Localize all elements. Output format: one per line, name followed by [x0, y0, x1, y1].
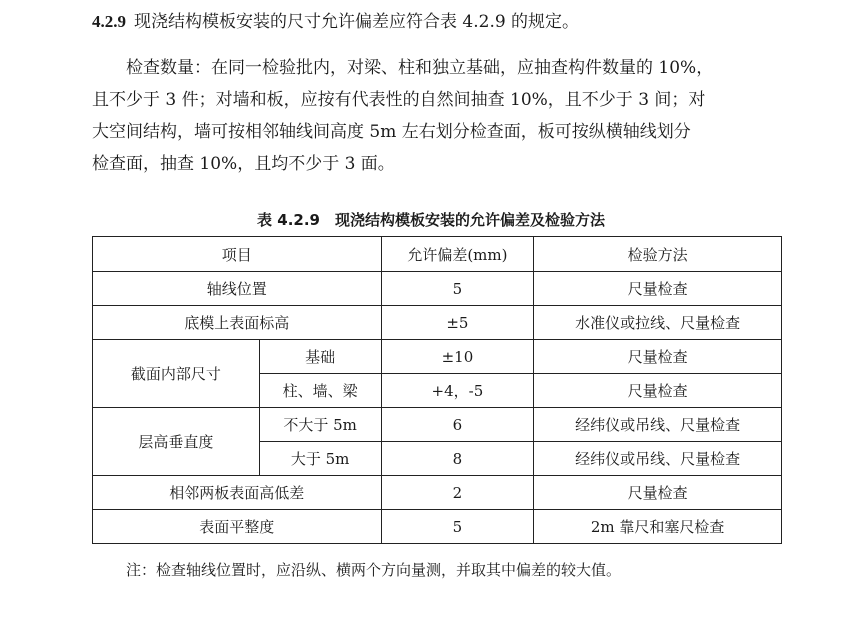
section-heading: [92, 10, 579, 34]
row-method: 水准仪或拉线、尺量检查: [534, 306, 782, 340]
row-tolerance: +4，-5: [381, 374, 534, 408]
row-tolerance: 6: [381, 408, 534, 442]
paragraph-line: 且不少于 3 件；对墙和板，应按有代表性的自然间抽查 10%，且不少于 3 间；对: [92, 90, 706, 110]
row-subitem: 基础: [259, 340, 381, 374]
row-item: 相邻两板表面高低差: [93, 476, 382, 510]
row-tolerance: 5: [381, 510, 534, 544]
section-heading-text: 现浇结构模板安装的尺寸允许偏差应符合表 4.2.9 的规定。: [134, 12, 580, 32]
row-tolerance: 2: [381, 476, 534, 510]
table-row: [93, 510, 782, 544]
table-header-row: [93, 237, 782, 272]
table-row: [93, 272, 782, 306]
section-number: 4.2.9: [92, 12, 126, 31]
table-row: [93, 476, 782, 510]
paragraph-line: 检查面，抽查 10%，且均不少于 3 面。: [92, 154, 395, 174]
row-method: 尺量检查: [534, 340, 782, 374]
row-method: 经纬仪或吊线、尺量检查: [534, 442, 782, 476]
row-tolerance: 8: [381, 442, 534, 476]
row-subitem: 柱、墙、梁: [259, 374, 381, 408]
table-note: 注：检查轴线位置时，应沿纵、横两个方向量测，并取其中偏差的较大值。: [126, 561, 622, 579]
table-row: [93, 408, 782, 442]
row-group: 截面内部尺寸: [93, 340, 260, 408]
row-tolerance: 5: [381, 272, 534, 306]
row-method: 2m 靠尺和塞尺检查: [534, 510, 782, 544]
row-subitem: 大于 5m: [259, 442, 381, 476]
table-row: [93, 340, 782, 374]
row-item: 底模上表面标高: [93, 306, 382, 340]
tolerance-table: [92, 236, 782, 544]
row-subitem: 不大于 5m: [259, 408, 381, 442]
header-item: 项目: [93, 237, 382, 272]
row-group: 层高垂直度: [93, 408, 260, 476]
row-method: 尺量检查: [534, 476, 782, 510]
header-tolerance: 允许偏差(mm): [381, 237, 534, 272]
inspection-paragraph: [92, 52, 782, 180]
paragraph-line: 大空间结构，墙可按相邻轴线间高度 5m 左右划分检查面，板可按纵横轴线划分: [92, 122, 691, 142]
row-item: 轴线位置: [93, 272, 382, 306]
row-method: 经纬仪或吊线、尺量检查: [534, 408, 782, 442]
table-row: [93, 306, 782, 340]
header-method: 检验方法: [534, 237, 782, 272]
paragraph-line: 检查数量：在同一检验批内，对梁、柱和独立基础，应抽查构件数量的 10%，: [126, 58, 714, 78]
row-item: 表面平整度: [93, 510, 382, 544]
table-caption: 表 4.2.9 现浇结构模板安装的允许偏差及检验方法: [257, 211, 605, 229]
row-method: 尺量检查: [534, 272, 782, 306]
row-tolerance: ±10: [381, 340, 534, 374]
row-tolerance: ±5: [381, 306, 534, 340]
row-method: 尺量检查: [534, 374, 782, 408]
